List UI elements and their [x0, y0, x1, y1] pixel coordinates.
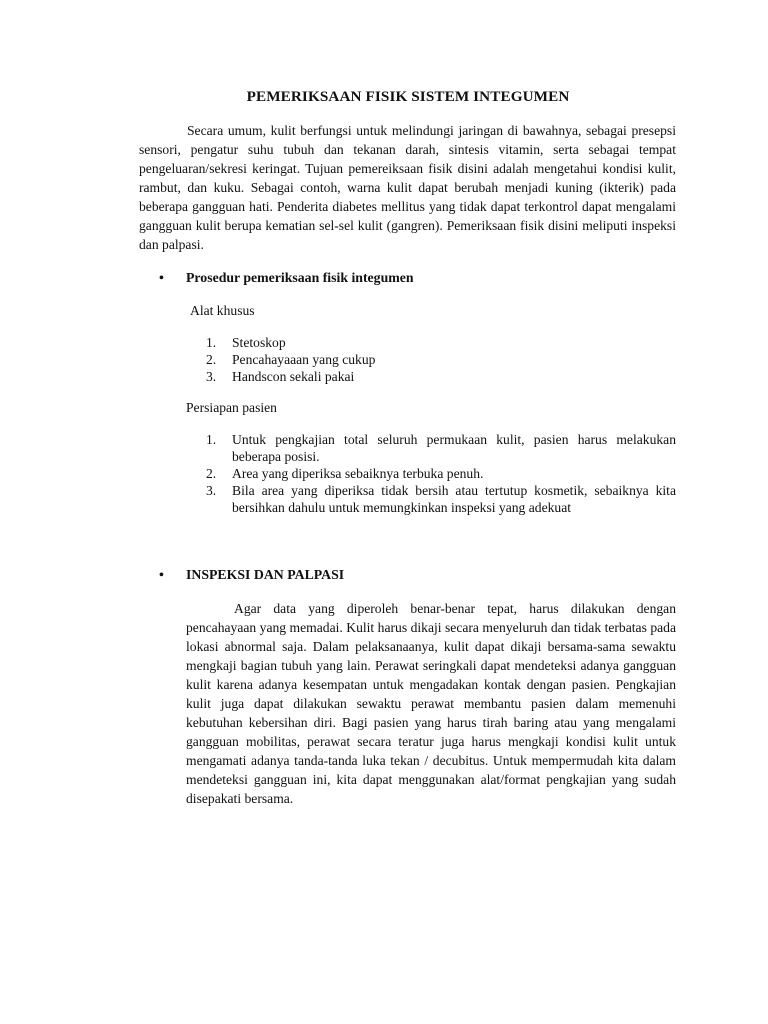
bullet-icon: • [159, 568, 164, 583]
list-number: 1. [206, 432, 217, 447]
list-item-text: Handscon sekali pakai [232, 369, 355, 384]
list-item-text: Untuk pengkajian total seluruh permukaan kulit, pasien harus melakukan beberapa posisi. [232, 432, 676, 464]
persiapan-list [206, 431, 676, 516]
list-number: 3. [206, 369, 217, 384]
intro-paragraph: Secara umum, kulit berfungsi untuk melindungi jaringan di bawahnya, sebagai presepsi sensori, pengatur suhu tubuh dan tekanan darah, sintesis vitamin, serta sebagai tempat pengeluaran/sekresi keringat. Tujuan pemereiksaan fisik disini adalah mengetahui kondisi kulit, rambut, dan kuku. Sebagai contoh, warna kulit dapat berubah menjadi kuning (ikterik) pada beberapa gangguan hati. Penderita diabetes mellitus yang tidak dapat terkontrol dapat mengalami gangguan kulit berupa kematian sel-sel kulit (gangren). Pemeriksaan fisik disini meliputi inspeksi dan palpasi. [139, 123, 676, 252]
section-heading-text: INSPEKSI DAN PALPASI [186, 567, 345, 582]
list-item [206, 482, 676, 516]
page-title: PEMERIKSAAN FISIK SISTEM INTEGUMEN [246, 88, 570, 105]
inspeksi-paragraph: Agar data yang diperoleh benar-benar tepat, harus dilakukan dengan pencahayaan yang memadai. Kulit harus dikaji secara menyeluruh dan tidak terbatas pada lokasi abnormal saja. Dalam pelaksanaanya, kulit dapat dikaji bersama-sama sewaktu mengkaji bagian tubuh yang lain. Perawat seringkali dapat mendeteksi adanya gangguan kulit karena adanya kesempatan untuk mengadakan kontak dengan pasien. Pengkajian kulit juga dapat dilakukan sewaktu perawat membantu pasien dalam memenuhi kebutuhan kebersihan diri. Bagi pasien yang harus tirah baring atau yang mengalami gangguan mobilitas, perawat secara teratur juga harus mengkaji kondisi kulit untuk mengamati adanya tanda-tanda luka tekan / decubitus. Untuk mempermudah kita dalam mendeteksi gangguan ini, kita dapat menggunakan alat/format pengkajian yang sudah disepakati bersama. [186, 601, 676, 806]
list-item [206, 465, 676, 482]
list-number: 1. [206, 335, 217, 350]
list-item-text: Bila area yang diperiksa tidak bersih atau tertutup kosmetik, sebaiknya kita bersihkan dahulu untuk memungkinkan inspeksi yang adekuat [232, 483, 676, 515]
bullet-icon: • [159, 271, 164, 286]
list-number: 3. [206, 483, 217, 498]
list-number: 2. [206, 352, 217, 367]
section-heading-text: Prosedur pemeriksaan fisik integumen [186, 270, 414, 285]
list-number: 2. [206, 466, 217, 481]
section-procedure-heading [159, 270, 414, 287]
list-item [206, 334, 676, 351]
alat-list [206, 334, 676, 385]
alat-khusus-label: Alat khusus [190, 303, 255, 318]
list-item-text: Area yang diperiksa sebaiknya terbuka penuh. [232, 466, 484, 481]
section-inspeksi-heading [159, 567, 344, 584]
persiapan-pasien-label: Persiapan pasien [186, 400, 277, 415]
list-item-text: Pencahayaaan yang cukup [232, 352, 376, 367]
list-item [206, 431, 676, 465]
list-item-text: Stetoskop [232, 335, 286, 350]
list-item [206, 368, 676, 385]
list-item [206, 351, 676, 368]
